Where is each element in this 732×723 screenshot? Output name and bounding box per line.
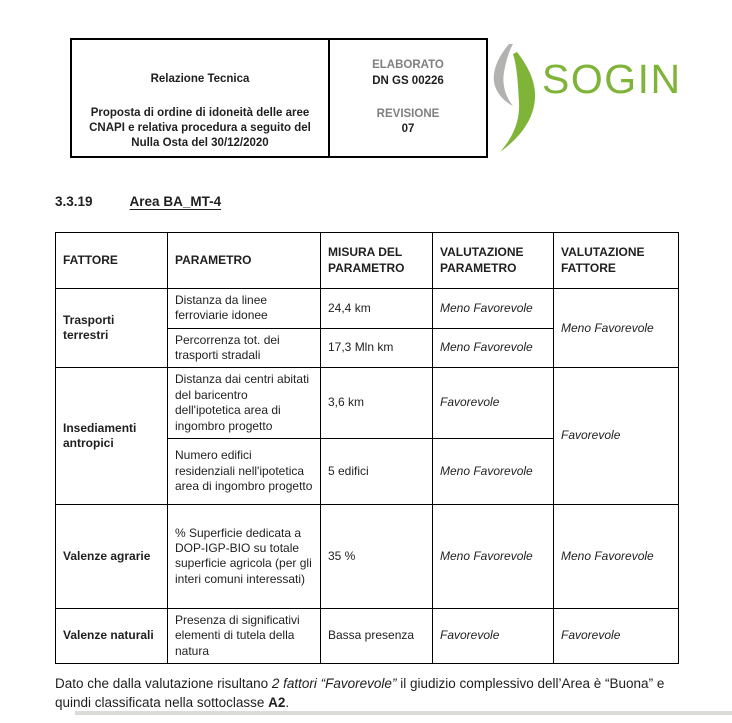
parameter-cell: Presenza di significativi elementi di tutela della natura [168,608,321,663]
header-right-cell [330,40,486,156]
factor-valuation-cell: Favorevole [554,368,679,504]
parameter-cell: Distanza da linee ferroviarie idonee [168,289,321,329]
conclusion-subclass: A2 [268,695,286,711]
bottom-page-divider [75,711,732,715]
section-title: Area BA_MT-4 [129,194,222,209]
parameter-valuation-cell: Meno Favorevole [433,289,554,329]
parameter-valuation-cell: Meno Favorevole [433,328,554,368]
factor-cell: Valenze naturali [56,608,168,663]
conclusion-paragraph [55,674,687,714]
factor-valuation-cell: Meno Favorevole [554,504,679,608]
parameter-valuation-cell: Meno Favorevole [433,438,554,504]
sogin-logo [484,40,714,160]
column-header: MISURA DEL PARAMETRO [321,233,433,289]
table-row [56,368,679,438]
parameter-cell: % Superficie dedicata a DOP-IGP-BIO su totale superficie agricola (per gli interi comuni interessati) [168,504,321,608]
logo-text: SOGIN [542,56,682,102]
evaluation-table [55,232,679,664]
table-row [56,504,679,608]
measure-cell: 3,6 km [321,368,433,438]
measure-cell: 24,4 km [321,289,433,329]
measure-cell: 35 % [321,504,433,608]
document-header-box [70,38,488,158]
factor-cell: Trasporti terrestri [56,289,168,368]
section-heading [55,194,221,209]
column-header: VALUTAZIONE PARAMETRO [433,233,554,289]
revisione-label: REVISIONE [376,107,440,120]
parameter-cell: Distanza dai centri abitati del baricentro dell'ipotetica area di ingombro progetto [168,368,321,438]
parameter-cell: Percorrenza tot. dei trasporti stradali [168,328,321,368]
elaborato-label: ELABORATO [372,59,444,72]
parameter-cell: Numero edifici residenziali nell'ipotetica area di ingombro progetto [168,438,321,504]
factor-cell: Valenze agrarie [56,504,168,608]
document-subtitle: Proposta di ordine di idoneità delle aree CNAPI e relativa procedura a seguito del Nulla Osta del 30/12/2020 [89,107,311,150]
factor-valuation-cell: Meno Favorevole [554,289,679,368]
column-header: FATTORE [56,233,168,289]
elaborato-value: DN GS 00226 [372,74,444,87]
conclusion-text-2: il giudizio complessivo dell’Area è “Buona” e quindi classificata nella sottoclasse [55,675,665,711]
parameter-valuation-cell: Meno Favorevole [433,504,554,608]
document-title: Relazione Tecnica [150,73,250,86]
measure-cell: Bassa presenza [321,608,433,663]
column-header: VALUTAZIONE FATTORE [554,233,679,289]
section-number: 3.3.19 [55,194,93,209]
conclusion-text-3: . [285,695,290,711]
logo-swoosh-icon [484,42,542,154]
conclusion-italic: 2 fattori “Favorevole” [271,675,397,691]
factor-valuation-cell: Favorevole [554,608,679,663]
revisione-value: 07 [401,123,415,136]
revisione-group [377,107,440,138]
parameter-valuation-cell: Favorevole [433,608,554,663]
parameter-valuation-cell: Favorevole [433,368,554,438]
column-header: PARAMETRO [168,233,321,289]
measure-cell: 5 edifici [321,438,433,504]
table-header-row [56,233,679,289]
measure-cell: 17,3 Mln km [321,328,433,368]
header-left-cell [72,40,330,156]
conclusion-text-1: Dato che dalla valutazione risultano [55,675,272,691]
table-row [56,289,679,329]
elaborato-group [372,58,444,89]
factor-cell: Insediamenti antropici [56,368,168,504]
table-row [56,608,679,663]
